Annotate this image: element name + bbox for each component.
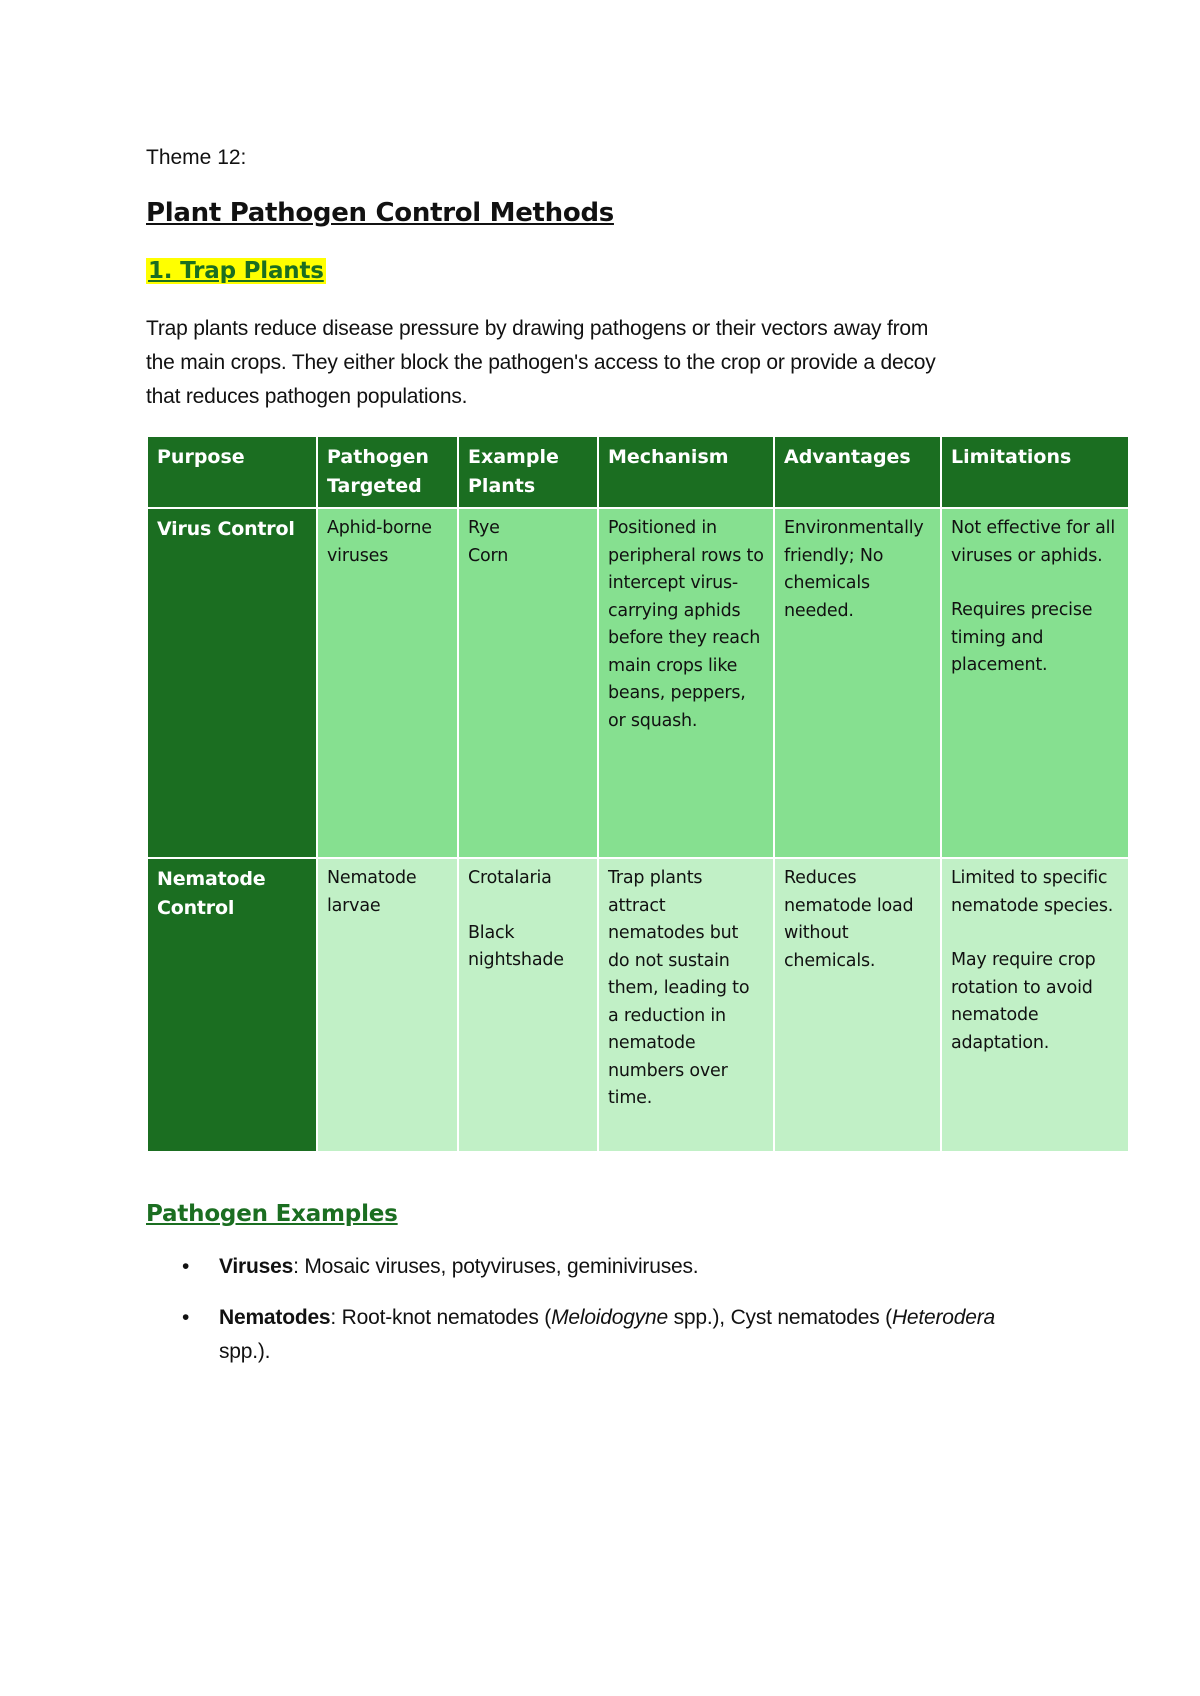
cell-pathogen: Nematode larvae [317,858,458,1152]
cell-advantages: Environmentally friendly; No chemicals needed. [774,508,941,858]
cell-plants [458,858,598,1152]
cell-advantages: Reduces nematode load without chemicals. [774,858,941,1152]
table-row [147,508,1129,858]
list-item [146,1250,1046,1284]
table-row [147,858,1129,1152]
limitation-text: Requires precise timing and placement. [951,600,1093,675]
cell-limitations [941,858,1129,1152]
header-pathogen-line1: Pathogen [327,446,429,468]
genus-name: Meloidogyne [551,1306,668,1329]
header-limitations: Limitations [941,436,1129,508]
header-example-plants [458,436,598,508]
plant-name: Rye [468,518,500,538]
section-heading-pathogen-examples: Pathogen Examples [146,1201,398,1227]
list-item-text: : Mosaic viruses, potyviruses, geminiviruses. [293,1255,699,1278]
cell-purpose: Nematode Control [147,858,317,1152]
limitation-text: Not effective for all viruses or aphids. [951,518,1115,566]
header-mechanism: Mechanism [598,436,774,508]
header-pathogen-targeted [317,436,458,508]
section-heading-trap-plants: 1. Trap Plants [148,258,324,284]
table-header-row [147,436,1129,508]
intro-line-1: Trap plants reduce disease pressure by drawing pathogens or their vectors away from [146,317,929,340]
cell-purpose: Virus Control [147,508,317,858]
cell-plants [458,508,598,858]
cell-limitations [941,508,1129,858]
list-item-label: Viruses [219,1255,294,1278]
page-title: Plant Pathogen Control Methods [146,198,614,228]
intro-paragraph [146,312,1066,414]
plant-name: Black nightshade [468,922,564,970]
header-example-line1: Example [468,446,559,468]
pathogen-examples-list [146,1250,1046,1386]
limitation-text: May require crop rotation to avoid nematode adaptation. [951,950,1096,1053]
plant-name: Corn [468,545,509,566]
list-item-label: Nematodes [219,1306,331,1329]
list-item-text: spp.). [219,1340,271,1363]
theme-label: Theme 12: [146,146,247,169]
intro-line-3: that reduces pathogen populations. [146,385,468,408]
cell-mechanism: Positioned in peripheral rows to intercept virus-carrying aphids before they reach main crops like beans, peppers, or squash. [598,508,774,858]
list-item [146,1301,1046,1369]
bullet-icon: • [182,1306,190,1329]
intro-line-2: the main crops. They either block the pathogen's access to the crop or provide a decoy [146,351,936,374]
limitation-text: Limited to specific nematode species. [951,868,1114,916]
plant-name: Crotalaria [468,868,552,888]
list-item-text: : Root-knot nematodes ( [330,1306,552,1329]
header-pathogen-line2: Targeted [327,475,422,497]
bullet-icon: • [182,1255,190,1278]
header-purpose: Purpose [147,436,317,508]
header-advantages: Advantages [774,436,941,508]
cell-pathogen: Aphid-borne viruses [317,508,458,858]
cell-mechanism: Trap plants attract nematodes but do not sustain them, leading to a reduction in nematode numbers over time. [598,858,774,1152]
trap-plants-table [146,435,1130,1153]
header-example-line2: Plants [468,475,536,497]
list-item-text: spp.), Cyst nematodes ( [667,1306,892,1329]
genus-name: Heterodera [891,1306,996,1329]
